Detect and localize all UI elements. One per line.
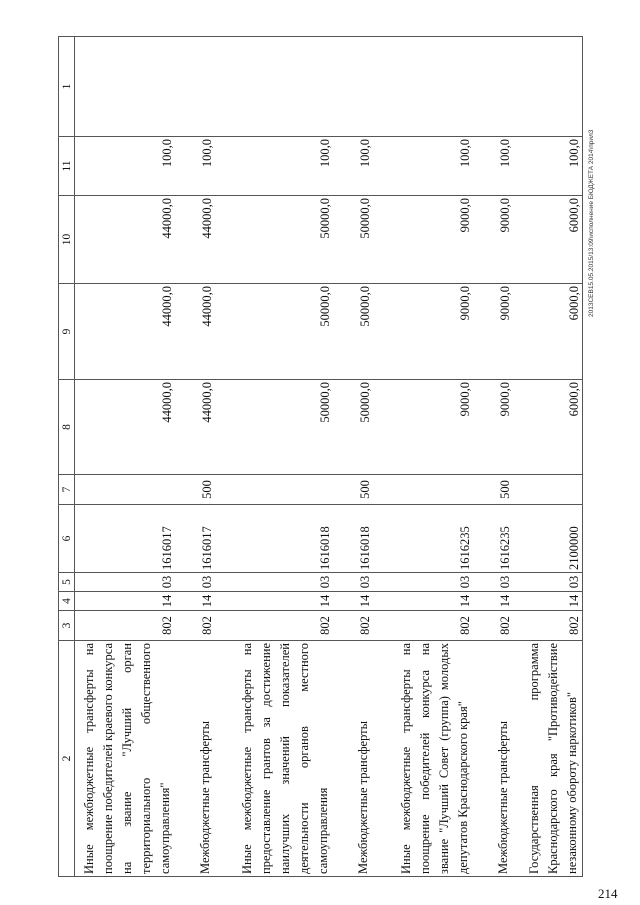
- code-cell-3: 802: [513, 611, 583, 641]
- page-number: 214: [598, 886, 618, 901]
- header-cell-10: 10: [59, 196, 75, 284]
- value-cell-9: 6000,0: [513, 284, 583, 380]
- code-cell-3: 802: [215, 611, 333, 641]
- code-cell-6: 1616018: [333, 505, 373, 573]
- code-cell-6: 1616235: [473, 505, 513, 573]
- header-cell-1: 1: [59, 37, 75, 137]
- header-cell-4: 4: [59, 592, 75, 611]
- value-cell-10: 6000,0: [513, 196, 583, 284]
- code-cell-7: 500: [473, 475, 513, 505]
- empty-cell-1: [333, 37, 373, 137]
- code-cell-4: 14: [373, 592, 473, 611]
- code-cell-7: 500: [175, 475, 215, 505]
- code-cell-3: 802: [373, 611, 473, 641]
- value-cell-10: 44000,0: [75, 196, 175, 284]
- empty-cell-1: [215, 37, 333, 137]
- value-cell-8: 44000,0: [175, 380, 215, 475]
- value-cell-11: 100,0: [473, 137, 513, 196]
- value-cell-9: 9000,0: [373, 284, 473, 380]
- code-cell-6: 1616235: [373, 505, 473, 573]
- row-name-cell: Межбюджетные трансферты: [175, 641, 215, 877]
- table-row: [75, 37, 175, 877]
- value-cell-8: 50000,0: [215, 380, 333, 475]
- table-row: [215, 37, 333, 877]
- value-cell-9: 44000,0: [175, 284, 215, 380]
- value-cell-11: 100,0: [75, 137, 175, 196]
- value-cell-11: 100,0: [215, 137, 333, 196]
- code-cell-5: 03: [513, 573, 583, 592]
- file-path-footnote: 2013СЕВ15.05.2015/13:09\исполнение БЮДЖЕТА 2014\прил3: [588, 129, 595, 317]
- value-cell-9: 44000,0: [75, 284, 175, 380]
- empty-cell-1: [373, 37, 473, 137]
- header-cell-8: 8: [59, 380, 75, 475]
- value-cell-8: 9000,0: [473, 380, 513, 475]
- code-cell-7: [75, 475, 175, 505]
- code-cell-6: 1616018: [215, 505, 333, 573]
- value-cell-10: 9000,0: [473, 196, 513, 284]
- value-cell-11: 100,0: [333, 137, 373, 196]
- value-cell-10: 50000,0: [333, 196, 373, 284]
- code-cell-5: 03: [175, 573, 215, 592]
- code-cell-7: [513, 475, 583, 505]
- value-cell-9: 50000,0: [333, 284, 373, 380]
- code-cell-7: 500: [333, 475, 373, 505]
- code-cell-6: 2100000: [513, 505, 583, 573]
- value-cell-8: 9000,0: [373, 380, 473, 475]
- code-cell-6: 1616017: [75, 505, 175, 573]
- row-name-cell: Иные межбюджетные трансферты на предоставление грантов за достижение наилучших значений показателей деятельности органов местного самоуправления: [215, 641, 333, 877]
- table-row: [513, 37, 583, 877]
- row-name-cell: Иные межбюджетные трансферты на поощрение победителей краевого конкурса на звание "Лучший орган территориального общественного самоуправления": [75, 641, 175, 877]
- value-cell-9: 9000,0: [473, 284, 513, 380]
- table-row: [333, 37, 373, 877]
- header-cell-9: 9: [59, 284, 75, 380]
- value-cell-10: 44000,0: [175, 196, 215, 284]
- code-cell-4: 14: [175, 592, 215, 611]
- value-cell-9: 50000,0: [215, 284, 333, 380]
- header-cell-6: 6: [59, 505, 75, 573]
- row-name-cell: Межбюджетные трансферты: [473, 641, 513, 877]
- code-cell-7: [373, 475, 473, 505]
- value-cell-11: 100,0: [373, 137, 473, 196]
- code-cell-3: 802: [175, 611, 215, 641]
- empty-cell-1: [75, 37, 175, 137]
- code-cell-6: 1616017: [175, 505, 215, 573]
- table-row: [473, 37, 513, 877]
- code-cell-5: 03: [473, 573, 513, 592]
- code-cell-3: 802: [333, 611, 373, 641]
- code-cell-7: [215, 475, 333, 505]
- code-cell-5: 03: [75, 573, 175, 592]
- header-row: [59, 37, 75, 877]
- code-cell-5: 03: [373, 573, 473, 592]
- header-cell-3: 3: [59, 611, 75, 641]
- header-cell-11: 11: [59, 137, 75, 196]
- code-cell-5: 03: [215, 573, 333, 592]
- code-cell-4: 14: [333, 592, 373, 611]
- code-cell-5: 03: [333, 573, 373, 592]
- value-cell-8: 6000,0: [513, 380, 583, 475]
- code-cell-4: 14: [513, 592, 583, 611]
- budget-execution-table: [58, 36, 583, 877]
- value-cell-11: 100,0: [175, 137, 215, 196]
- table-row: [175, 37, 215, 877]
- empty-cell-1: [175, 37, 215, 137]
- code-cell-4: 14: [75, 592, 175, 611]
- header-cell-7: 7: [59, 475, 75, 505]
- code-cell-3: 802: [75, 611, 175, 641]
- code-cell-4: 14: [473, 592, 513, 611]
- rotated-page-content: [30, 57, 605, 877]
- value-cell-8: 50000,0: [333, 380, 373, 475]
- value-cell-10: 9000,0: [373, 196, 473, 284]
- empty-cell-1: [473, 37, 513, 137]
- header-cell-5: 5: [59, 573, 75, 592]
- value-cell-11: 100,0: [513, 137, 583, 196]
- row-name-cell: Государственная программа Краснодарского края "Противодействие незаконному обороту наркотиков": [513, 641, 583, 877]
- header-cell-2: 2: [59, 641, 75, 877]
- row-name-cell: Межбюджетные трансферты: [333, 641, 373, 877]
- code-cell-4: 14: [215, 592, 333, 611]
- value-cell-8: 44000,0: [75, 380, 175, 475]
- row-name-cell: Иные межбюджетные трансферты на поощрение победителей конкурса на звание "Лучший Совет (группа) молодых депутатов Краснодарского края": [373, 641, 473, 877]
- value-cell-10: 50000,0: [215, 196, 333, 284]
- table-row: [373, 37, 473, 877]
- empty-cell-1: [513, 37, 583, 137]
- code-cell-3: 802: [473, 611, 513, 641]
